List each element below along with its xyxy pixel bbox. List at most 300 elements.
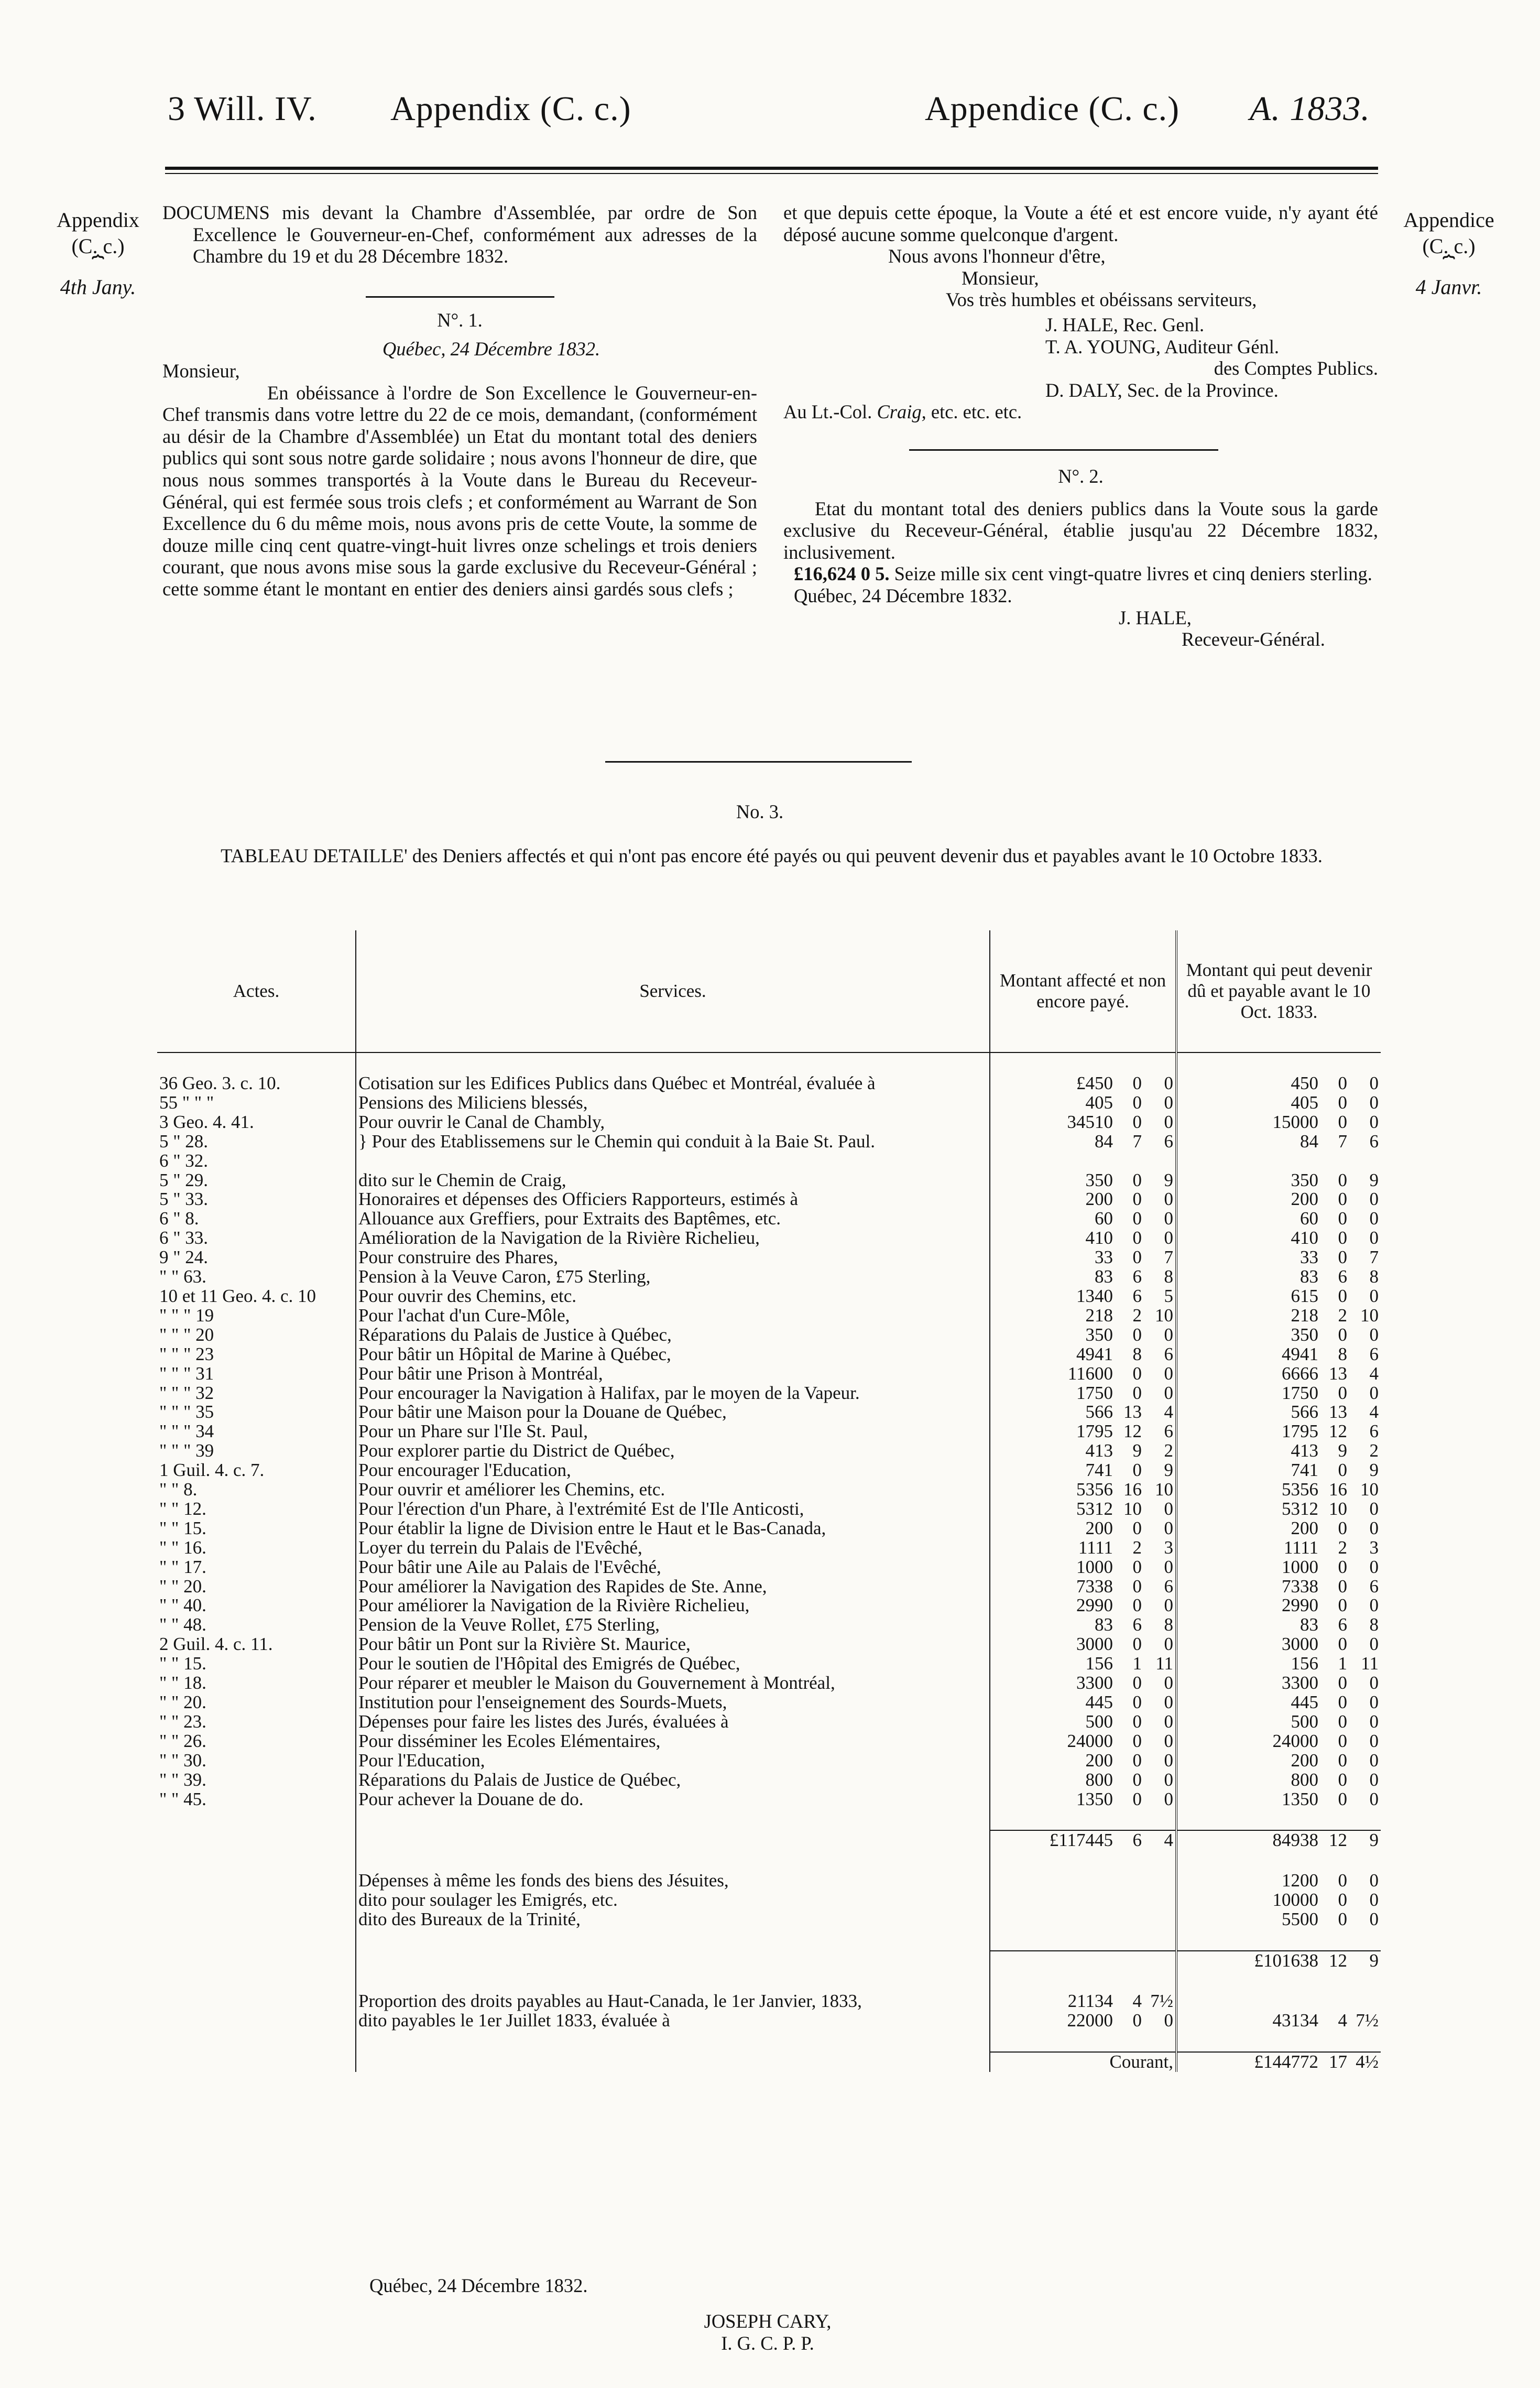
cell-acte: 5 " 29. bbox=[157, 1171, 356, 1190]
table-row bbox=[157, 1113, 1381, 1132]
cell-montant-devenir bbox=[1176, 1209, 1381, 1229]
amount-sh: 0 bbox=[1132, 1556, 1142, 1577]
cell-montant-affecte bbox=[990, 1326, 1176, 1345]
amount-dn: 9 bbox=[1369, 1950, 1379, 1971]
amount-dn: 6 bbox=[1164, 1131, 1173, 1152]
amount-sh: 0 bbox=[1338, 1634, 1347, 1655]
amount-pd: 350 bbox=[1085, 1324, 1113, 1345]
amount-sh: 12 bbox=[1329, 1830, 1347, 1851]
cell-acte: " " " 34 bbox=[157, 1422, 356, 1441]
cell-montant-devenir bbox=[1176, 1461, 1381, 1480]
amount-pd: £450 bbox=[1076, 1073, 1113, 1093]
cell-acte: 5 " 28. bbox=[157, 1132, 356, 1152]
amount-pd: 350 bbox=[1291, 1169, 1318, 1190]
amount-sh: 12 bbox=[1329, 1950, 1347, 1971]
cell-service: Pour bâtir un Hôpital de Marine à Québec, bbox=[356, 1345, 990, 1364]
doc1-signatory2-title: des Comptes Publics. bbox=[1214, 357, 1378, 379]
amount-pd: 566 bbox=[1291, 1402, 1318, 1423]
cell-acte: 6 " 33. bbox=[157, 1229, 356, 1248]
amount-sh: 0 bbox=[1132, 1595, 1142, 1616]
amount-dn: 0 bbox=[1164, 1769, 1173, 1790]
table-row bbox=[157, 1441, 1381, 1461]
cell-montant-affecte bbox=[990, 1345, 1176, 1364]
amount-dn: 7 bbox=[1164, 1247, 1173, 1268]
amount-sh: 0 bbox=[1338, 1092, 1347, 1113]
cell-service: Pension de la Veuve Rollet, £75 Sterling, bbox=[356, 1615, 990, 1635]
amount-dn: 0 bbox=[1369, 1870, 1379, 1891]
amount-sh: 0 bbox=[1338, 1556, 1347, 1577]
amount-dn: 3 bbox=[1164, 1537, 1173, 1558]
cell-acte bbox=[157, 1910, 356, 1929]
table-row bbox=[157, 1190, 1381, 1209]
amount-sh: 0 bbox=[1132, 1769, 1142, 1790]
amount-pd: 1795 bbox=[1282, 1421, 1318, 1442]
cell-service: } Pour des Etablissemens sur le Chemin qui conduit à la Baie St. Paul. bbox=[356, 1132, 990, 1152]
cell-montant-affecte bbox=[990, 2031, 1176, 2052]
amount-dn: 0 bbox=[1369, 1634, 1379, 1655]
amount-dn: 0 bbox=[1164, 1556, 1173, 1577]
cell-montant-affecte bbox=[990, 1229, 1176, 1248]
cell-montant-affecte bbox=[990, 1384, 1176, 1403]
table-row bbox=[157, 1577, 1381, 1597]
amount-sh: 1 bbox=[1338, 1653, 1347, 1674]
left-column bbox=[162, 202, 757, 600]
amount-pd: 200 bbox=[1291, 1750, 1318, 1771]
amount-pd: 22000 bbox=[1067, 2010, 1113, 2031]
cell-service: Pour ouvrir des Chemins, etc. bbox=[356, 1287, 990, 1306]
amount-pd: 1200 bbox=[1282, 1870, 1318, 1891]
amount-sh: 6 bbox=[1132, 1614, 1142, 1635]
doc2-dateline: Québec, 24 Décembre 1832. bbox=[794, 584, 1012, 606]
cell-service: Pour le soutien de l'Hôpital des Emigrés de Québec, bbox=[356, 1654, 990, 1674]
table-row bbox=[157, 1171, 1381, 1190]
amount-dn: 0 bbox=[1164, 1517, 1173, 1538]
amount-dn: 0 bbox=[1369, 1111, 1379, 1132]
cell-montant-devenir bbox=[1176, 1577, 1381, 1597]
cell-service: Loyer du terrein du Palais de l'Evêché, bbox=[356, 1538, 990, 1558]
cell-montant-affecte bbox=[990, 1654, 1176, 1674]
margin-code: (C. c.) bbox=[71, 234, 125, 258]
header-rule bbox=[165, 167, 1378, 170]
amount-dn: 7½ bbox=[1150, 1990, 1173, 2011]
amount-pd: 3000 bbox=[1076, 1634, 1113, 1655]
cell-service: Pensions des Miliciens blessés, bbox=[356, 1093, 990, 1113]
doc1-closing-line2: Monsieur, bbox=[962, 267, 1039, 289]
amount-sh: 0 bbox=[1132, 1788, 1142, 1809]
doc2-amount-text: Seize mille six cent vingt-quatre livres et cinq deniers sterling. bbox=[894, 563, 1372, 585]
spacer-row bbox=[157, 1971, 1381, 1992]
amount-dn: 0 bbox=[1164, 1711, 1173, 1732]
amount-sh: 0 bbox=[1338, 1576, 1347, 1597]
total-row bbox=[157, 1951, 1381, 1971]
cell-montant-devenir bbox=[1176, 1732, 1381, 1751]
table-row bbox=[157, 1693, 1381, 1712]
table-row bbox=[157, 1074, 1381, 1093]
amount-dn: 10 bbox=[1360, 1305, 1379, 1326]
cell-service: Pour améliorer la Navigation de la Rivière Richelieu, bbox=[356, 1596, 990, 1615]
amount-dn: 10 bbox=[1360, 1479, 1379, 1500]
amount-dn: 6 bbox=[1164, 1421, 1173, 1442]
amount-dn: 7½ bbox=[1356, 2010, 1379, 2031]
doc1-addressee bbox=[783, 401, 1378, 423]
table-row bbox=[157, 1500, 1381, 1519]
cell-acte bbox=[157, 1971, 356, 1992]
amount-dn: 6 bbox=[1164, 1343, 1173, 1364]
cell-montant-affecte bbox=[990, 1152, 1176, 1171]
cell-service bbox=[356, 1830, 990, 1850]
cell-service bbox=[356, 1971, 990, 1992]
cell-montant-devenir bbox=[1176, 1190, 1381, 1209]
column-header-montant-devenir: Montant qui peut devenir dû et payable avant le 10 Oct. 1833. bbox=[1176, 930, 1381, 1052]
amount-sh: 10 bbox=[1329, 1498, 1347, 1519]
amount-sh: 13 bbox=[1329, 1402, 1347, 1423]
table-row bbox=[157, 1461, 1381, 1480]
cell-service: Réparations du Palais de Justice de Québec, bbox=[356, 1771, 990, 1790]
amount-pd: 21134 bbox=[1067, 1990, 1113, 2011]
cell-acte: " " 40. bbox=[157, 1596, 356, 1615]
cell-montant-affecte bbox=[990, 1558, 1176, 1577]
cell-montant-affecte bbox=[990, 1615, 1176, 1635]
table-row bbox=[157, 1422, 1381, 1441]
amount-pd: 500 bbox=[1291, 1711, 1318, 1732]
cell-service: Pour encourager la Navigation à Halifax, par le moyen de la Vapeur. bbox=[356, 1384, 990, 1403]
margin-date: 4th Jany. bbox=[60, 275, 136, 299]
cell-montant-affecte bbox=[990, 1596, 1176, 1615]
cell-montant-devenir bbox=[1176, 1850, 1381, 1871]
column-header-actes: Actes. bbox=[157, 930, 356, 1052]
amount-pd: 350 bbox=[1291, 1324, 1318, 1345]
cell-montant-affecte bbox=[990, 1190, 1176, 1209]
cell-montant-devenir bbox=[1176, 1871, 1381, 1891]
amount-pd: 218 bbox=[1085, 1305, 1113, 1326]
jesuites-row bbox=[157, 1891, 1381, 1910]
cell-montant-devenir bbox=[1176, 1093, 1381, 1113]
cell-montant-devenir bbox=[1176, 1074, 1381, 1093]
amount-pd: 84 bbox=[1300, 1131, 1318, 1152]
cell-service: Institution pour l'enseignement des Sourds-Muets, bbox=[356, 1693, 990, 1712]
cell-montant-affecte bbox=[990, 1850, 1176, 1871]
amount-sh: 12 bbox=[1123, 1421, 1142, 1442]
table-body bbox=[157, 1052, 1381, 2072]
amount-sh: 8 bbox=[1132, 1343, 1142, 1364]
amount-pd: 2990 bbox=[1282, 1595, 1318, 1616]
cell-montant-devenir bbox=[1176, 1712, 1381, 1732]
table-row bbox=[157, 1229, 1381, 1248]
cell-montant-affecte bbox=[990, 1809, 1176, 1830]
amount-dn: 0 bbox=[1369, 1692, 1379, 1712]
amount-dn: 5 bbox=[1164, 1285, 1173, 1306]
amount-pd: 566 bbox=[1085, 1402, 1113, 1423]
amount-sh: 9 bbox=[1132, 1440, 1142, 1461]
amount-pd: 800 bbox=[1085, 1769, 1113, 1790]
cell-montant-affecte bbox=[990, 1971, 1176, 1992]
cell-acte: 5 " 33. bbox=[157, 1190, 356, 1209]
intro-paragraph: DOCUMENS mis devant la Chambre d'Assemblée, par ordre de Son Excellence le Gouverneur-en-Chef, conformément aux adresses de la Chambre du 19 et du 28 Décembre 1832. bbox=[162, 202, 757, 267]
cell-service: Pour bâtir une Aile au Palais de l'Evêché, bbox=[356, 1558, 990, 1577]
courant-label: Courant, bbox=[1109, 2051, 1173, 2072]
table-row bbox=[157, 1248, 1381, 1267]
table-row bbox=[157, 1326, 1381, 1345]
amount-dn: 0 bbox=[1369, 1730, 1379, 1751]
amount-pd: 10000 bbox=[1272, 1890, 1318, 1911]
amount-sh: 0 bbox=[1132, 1208, 1142, 1229]
section-rule bbox=[909, 449, 1218, 451]
cell-montant-devenir bbox=[1176, 1971, 1381, 1992]
amount-sh: 0 bbox=[1132, 1673, 1142, 1694]
cell-acte bbox=[157, 1850, 356, 1871]
cell-montant-devenir bbox=[1176, 1441, 1381, 1461]
amount-sh: 0 bbox=[1132, 1634, 1142, 1655]
amount-dn: 10 bbox=[1155, 1305, 1173, 1326]
amount-sh: 0 bbox=[1338, 1169, 1347, 1190]
cell-montant-affecte bbox=[990, 1171, 1176, 1190]
amount-pd: 7338 bbox=[1076, 1576, 1113, 1597]
amount-dn: 0 bbox=[1164, 1730, 1173, 1751]
cell-montant-affecte bbox=[990, 1500, 1176, 1519]
cell-service: Pour établir la ligne de Division entre le Haut et le Bas-Canada, bbox=[356, 1519, 990, 1538]
amount-dn: 0 bbox=[1164, 1634, 1173, 1655]
cell-montant-affecte bbox=[990, 1992, 1176, 2011]
cell-montant-affecte bbox=[990, 1951, 1176, 1971]
amount-sh: 0 bbox=[1338, 1460, 1347, 1481]
cell-montant-affecte bbox=[990, 1287, 1176, 1306]
amount-pd: 33 bbox=[1095, 1247, 1113, 1268]
amount-sh: 6 bbox=[1132, 1285, 1142, 1306]
cell-montant-affecte bbox=[990, 1732, 1176, 1751]
table-row bbox=[157, 1209, 1381, 1229]
cell-acte: " " 15. bbox=[157, 1654, 356, 1674]
cell-montant-affecte bbox=[990, 1441, 1176, 1461]
cell-montant-devenir bbox=[1176, 1558, 1381, 1577]
cell-acte: " " 45. bbox=[157, 1790, 356, 1809]
amount-sh: 0 bbox=[1338, 1324, 1347, 1345]
cell-service: Dépenses à même les fonds des biens des Jésuites, bbox=[356, 1871, 990, 1891]
amount-pd: 200 bbox=[1085, 1517, 1113, 1538]
amount-dn: 0 bbox=[1164, 1208, 1173, 1229]
amount-pd: 60 bbox=[1300, 1208, 1318, 1229]
cell-montant-affecte bbox=[990, 1093, 1176, 1113]
amount-pd: 5312 bbox=[1076, 1498, 1113, 1519]
amount-sh: 0 bbox=[1338, 1711, 1347, 1732]
amount-sh: 0 bbox=[1132, 1382, 1142, 1403]
cell-service: Pour ouvrir le Canal de Chambly, bbox=[356, 1113, 990, 1132]
column-header-services: Services. bbox=[356, 930, 990, 1052]
cell-montant-devenir bbox=[1176, 1751, 1381, 1771]
cell-acte: " " 48. bbox=[157, 1615, 356, 1635]
table-row bbox=[157, 1674, 1381, 1693]
amount-sh: 0 bbox=[1132, 1517, 1142, 1538]
cell-acte: 36 Geo. 3. c. 10. bbox=[157, 1074, 356, 1093]
cell-montant-affecte bbox=[990, 1910, 1176, 1929]
cell-acte: " " 30. bbox=[157, 1751, 356, 1771]
amount-pd: 83 bbox=[1095, 1614, 1113, 1635]
cell-montant-affecte bbox=[990, 1751, 1176, 1771]
amount-pd: 156 bbox=[1085, 1653, 1113, 1674]
amount-sh: 0 bbox=[1338, 1228, 1347, 1249]
amount-sh: 0 bbox=[1338, 1909, 1347, 1930]
doc1-dateline: Québec, 24 Décembre 1832. bbox=[382, 338, 600, 360]
cell-montant-devenir bbox=[1176, 1790, 1381, 1809]
cell-montant-devenir bbox=[1176, 1113, 1381, 1132]
cell-acte: " " " 35 bbox=[157, 1403, 356, 1422]
amount-sh: 16 bbox=[1123, 1479, 1142, 1500]
cell-montant-affecte bbox=[990, 1891, 1176, 1910]
amount-sh: 4 bbox=[1132, 1990, 1142, 2011]
amount-sh: 9 bbox=[1338, 1440, 1347, 1461]
cell-montant-devenir bbox=[1176, 1538, 1381, 1558]
cell-acte: 6 " 8. bbox=[157, 1209, 356, 1229]
table-row bbox=[157, 1287, 1381, 1306]
cell-montant-devenir bbox=[1176, 1674, 1381, 1693]
amount-dn: 0 bbox=[1369, 1673, 1379, 1694]
amount-sh: 0 bbox=[1338, 1073, 1347, 1093]
amount-sh: 0 bbox=[1338, 1247, 1347, 1268]
amount-sh: 0 bbox=[1132, 2010, 1142, 2031]
brace-icon: ⏞ bbox=[92, 255, 104, 278]
haut-canada-row bbox=[157, 1992, 1381, 2011]
cell-service: Pour ouvrir et améliorer les Chemins, etc. bbox=[356, 1480, 990, 1500]
doc1-body: En obéissance à l'ordre de Son Excellence le Gouverneur-en-Chef transmis dans votre lettre du 22 de ce mois, demandant, (conformément au désir de la Chambre d'Assemblée) un Etat du montant total des deniers publics qui sont sous notre garde solidaire ; nous avons l'honneur de dire, que nous nous sommes transportés à la Voute dans le Bureau du Receveur-Général, qui est fermée sous trois clefs ; et conformément au Warrant de Son Excellence du 6 du même mois, nous avons pris de cette Voute, la somme de douze mille cinq cent quatre-vingt-huit livres onze schelings et trois deniers courant, que nous avons mise sous la garde exclusive du Receveur-Général ; cette somme étant le montant en entier des deniers ainsi gardés sous clefs ; bbox=[162, 382, 757, 600]
amount-dn: 11 bbox=[1361, 1653, 1379, 1674]
amount-dn: 0 bbox=[1164, 1189, 1173, 1210]
amount-sh: 0 bbox=[1338, 1870, 1347, 1891]
cell-service: Pour un Phare sur l'Ile St. Paul, bbox=[356, 1422, 990, 1441]
amount-dn: 9 bbox=[1164, 1169, 1173, 1190]
amount-pd: 1000 bbox=[1282, 1556, 1318, 1577]
amount-sh: 0 bbox=[1132, 1576, 1142, 1597]
table-row bbox=[157, 1712, 1381, 1732]
amount-pd: 1111 bbox=[1283, 1537, 1318, 1558]
amount-sh: 0 bbox=[1132, 1460, 1142, 1481]
cell-acte: " " 39. bbox=[157, 1771, 356, 1790]
amount-dn: 0 bbox=[1164, 1363, 1173, 1384]
amount-dn: 0 bbox=[1369, 1189, 1379, 1210]
amount-pd: £144772 bbox=[1254, 2051, 1318, 2072]
cell-service: Pour bâtir un Pont sur la Rivière St. Maurice, bbox=[356, 1635, 990, 1654]
cell-service: Pour disséminer les Ecoles Elémentaires, bbox=[356, 1732, 990, 1751]
amount-sh: 0 bbox=[1132, 1750, 1142, 1771]
cell-service: Pour réparer et meubler le Maison du Gouvernement à Montréal, bbox=[356, 1674, 990, 1693]
amount-pd: 1340 bbox=[1076, 1285, 1113, 1306]
amount-dn: 0 bbox=[1369, 1769, 1379, 1790]
amount-pd: 1000 bbox=[1076, 1556, 1113, 1577]
doc1-signatory3: D. DALY, Sec. de la Province. bbox=[1045, 379, 1279, 401]
amount-pd: 413 bbox=[1085, 1440, 1113, 1461]
cell-acte: " " 26. bbox=[157, 1732, 356, 1751]
cell-montant-devenir bbox=[1176, 1152, 1381, 1171]
table-row bbox=[157, 1152, 1381, 1171]
amount-dn: 2 bbox=[1369, 1440, 1379, 1461]
cell-montant-affecte bbox=[990, 1248, 1176, 1267]
table-row bbox=[157, 1635, 1381, 1654]
amount-dn: 6 bbox=[1369, 1576, 1379, 1597]
cell-acte bbox=[157, 2052, 356, 2072]
cell-service: Réparations du Palais de Justice à Québec, bbox=[356, 1326, 990, 1345]
doc1-closing-line3: Vos très humbles et obéissans serviteurs, bbox=[946, 289, 1257, 311]
cell-acte: " " 20. bbox=[157, 1577, 356, 1597]
doc1-salutation: Monsieur, bbox=[162, 360, 240, 382]
cell-acte: " " " 23 bbox=[157, 1345, 356, 1364]
amount-dn: 8 bbox=[1164, 1614, 1173, 1635]
doc2-body: Etat du montant total des deniers publics dans la Voute sous la garde exclusive du Receveur-Général, établie jusqu'au 22 Décembre 1832, inclusivement. bbox=[783, 497, 1378, 563]
doc2-signatory-title: Receveur-Général. bbox=[1182, 628, 1325, 650]
doc3-signatory: JOSEPH CARY, bbox=[704, 2310, 832, 2332]
amount-pd: 1350 bbox=[1076, 1788, 1113, 1809]
amount-sh: 0 bbox=[1338, 1750, 1347, 1771]
cell-acte: " " 63. bbox=[157, 1267, 356, 1287]
amount-pd: 200 bbox=[1291, 1189, 1318, 1210]
cell-montant-devenir bbox=[1176, 1306, 1381, 1326]
cell-montant-devenir bbox=[1176, 2031, 1381, 2052]
amount-dn: 0 bbox=[1164, 1750, 1173, 1771]
amount-pd: 218 bbox=[1291, 1305, 1318, 1326]
cell-montant-devenir bbox=[1176, 1229, 1381, 1248]
table-row bbox=[157, 1306, 1381, 1326]
cell-montant-affecte bbox=[990, 1422, 1176, 1441]
column-header-montant-affecte: Montant affecté et non encore payé. bbox=[990, 930, 1176, 1052]
cell-acte bbox=[157, 2031, 356, 2052]
cell-acte: " " " 19 bbox=[157, 1306, 356, 1326]
cell-service: Cotisation sur les Edifices Publics dans Québec et Montréal, évaluée à bbox=[356, 1074, 990, 1093]
amount-sh: 16 bbox=[1329, 1479, 1347, 1500]
amount-dn: 4½ bbox=[1356, 2051, 1379, 2072]
cell-montant-affecte bbox=[990, 1519, 1176, 1538]
cell-service: dito payables le 1er Juillet 1833, évaluée à bbox=[356, 2011, 990, 2031]
cell-acte: " " 18. bbox=[157, 1674, 356, 1693]
amount-dn: 4 bbox=[1164, 1830, 1173, 1851]
header-title-en: Appendix (C. c.) bbox=[390, 90, 631, 128]
table-row bbox=[157, 1596, 1381, 1615]
amount-sh: 0 bbox=[1338, 1730, 1347, 1751]
amount-sh: 1 bbox=[1132, 1653, 1142, 1674]
cell-montant-devenir bbox=[1176, 1809, 1381, 1830]
cell-service bbox=[356, 2031, 990, 2052]
amount-dn: 0 bbox=[1369, 1750, 1379, 1771]
amount-sh: 0 bbox=[1338, 1890, 1347, 1911]
amount-pd: 200 bbox=[1085, 1750, 1113, 1771]
cell-montant-devenir bbox=[1176, 1326, 1381, 1345]
amount-sh: 0 bbox=[1338, 1769, 1347, 1790]
table-row bbox=[157, 1364, 1381, 1384]
amount-pd: 200 bbox=[1291, 1517, 1318, 1538]
amount-pd: 741 bbox=[1291, 1460, 1318, 1481]
table-row bbox=[157, 1345, 1381, 1364]
amount-pd: 5500 bbox=[1282, 1909, 1318, 1930]
addressee-prefix: Au Lt.-Col. bbox=[783, 401, 877, 423]
header-rule-thin bbox=[165, 173, 1378, 174]
cell-montant-devenir bbox=[1176, 1267, 1381, 1287]
haut-canada-row bbox=[157, 2011, 1381, 2031]
cell-montant-affecte bbox=[990, 1635, 1176, 1654]
amount-dn: 0 bbox=[1164, 1073, 1173, 1093]
amount-dn: 0 bbox=[1369, 1711, 1379, 1732]
cell-montant-devenir bbox=[1176, 1891, 1381, 1910]
cell-service: dito pour soulager les Emigrés, etc. bbox=[356, 1891, 990, 1910]
cell-acte: " " 16. bbox=[157, 1538, 356, 1558]
amount-pd: 450 bbox=[1291, 1073, 1318, 1093]
amount-dn: 0 bbox=[1369, 1073, 1379, 1093]
amount-dn: 0 bbox=[1369, 1285, 1379, 1306]
amount-pd: 15000 bbox=[1272, 1111, 1318, 1132]
amount-dn: 0 bbox=[1369, 1890, 1379, 1911]
cell-acte: " " 8. bbox=[157, 1480, 356, 1500]
right-column bbox=[783, 202, 1378, 650]
cell-montant-devenir bbox=[1176, 1910, 1381, 1929]
amount-dn: 0 bbox=[1369, 1517, 1379, 1538]
amount-dn: 11 bbox=[1155, 1653, 1173, 1674]
cell-montant-devenir bbox=[1176, 1384, 1381, 1403]
cell-montant-affecte bbox=[990, 1209, 1176, 1229]
